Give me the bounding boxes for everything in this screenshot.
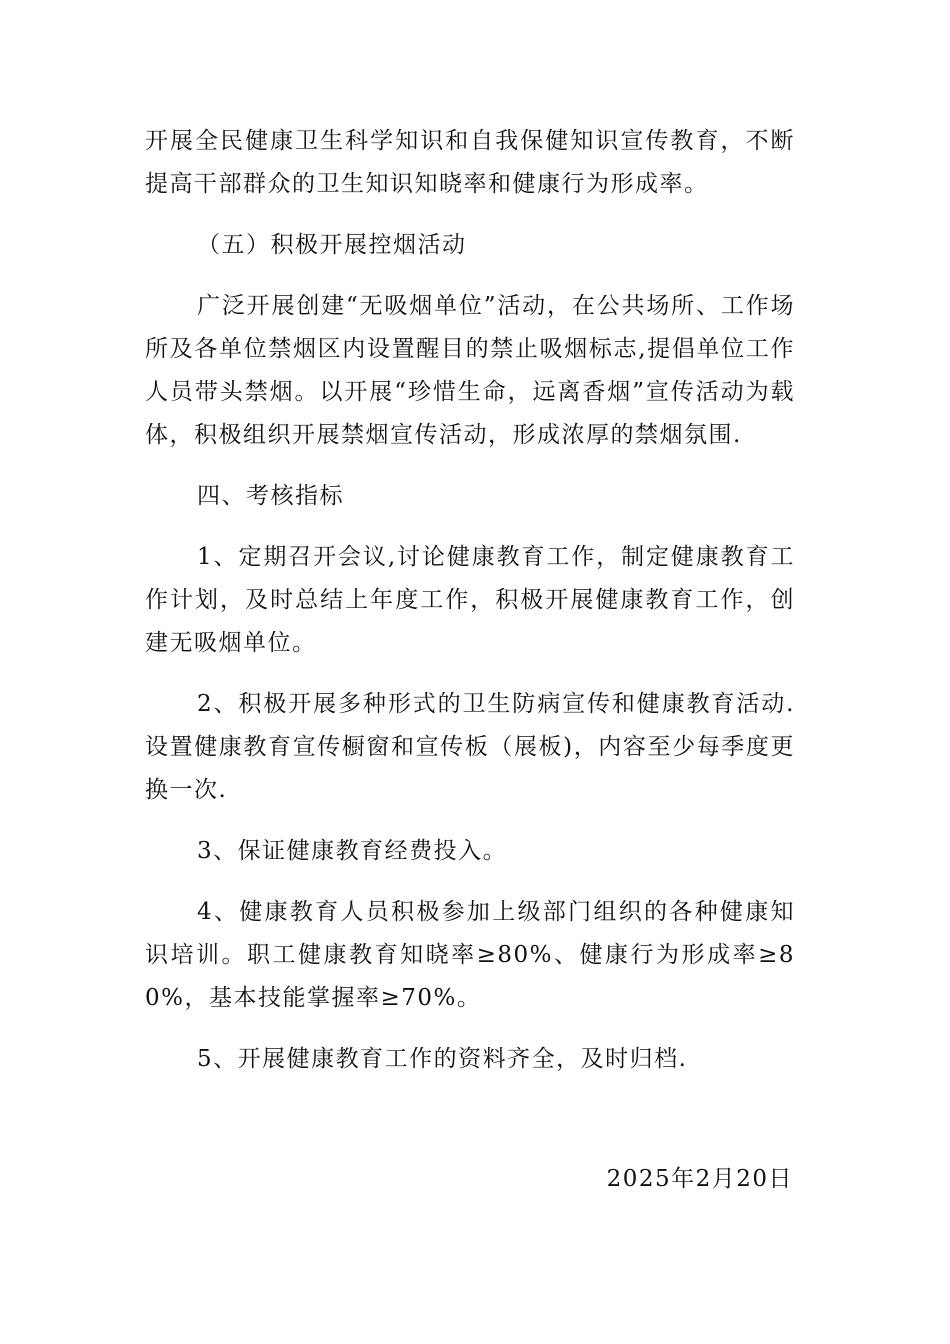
indicator-item-3: 3、保证健康教育经费投入。	[197, 838, 508, 864]
document-date: 2025年2月20日	[606, 1166, 793, 1192]
indicator-item-5: 5、开展健康教育工作的资料齐全，及时归档.	[197, 1046, 688, 1072]
heading-assessment-indicators: 四、考核指标	[197, 483, 344, 509]
heading-tobacco-control: （五）积极开展控烟活动	[197, 232, 467, 258]
indicator-item-2: 2、积极开展多种形式的卫生防病宣传和健康教育活动.设置健康教育宣传橱窗和宣传板（展板)，内容至少每季度更换一次.	[145, 691, 795, 803]
document-body	[145, 120, 795, 1192]
indicator-item-1: 1、定期召开会议,讨论健康教育工作，制定健康教育工作计划，及时总结上年度工作，积极开展健康教育工作，创建无吸烟单位。	[145, 544, 795, 656]
indicator-item-4: 4、健康教育人员积极参加上级部门组织的各种健康知识培训。职工健康教育知晓率≥80%、健康行为形成率≥80%，基本技能掌握率≥70%。	[145, 899, 795, 1011]
paragraph-health-knowledge: 开展全民健康卫生科学知识和自我保健知识宣传教育，不断提高干部群众的卫生知识知晓率和健康行为形成率。	[145, 128, 795, 197]
paragraph-smoke-free-units: 广泛开展创建“无吸烟单位”活动，在公共场所、工作场所及各单位禁烟区内设置醒目的禁止吸烟标志,提倡单位工作人员带头禁烟。以开展“珍惜生命，远离香烟”宣传活动为载体，积极组织开展禁烟宣传活动，形成浓厚的禁烟氛围.	[145, 293, 795, 448]
